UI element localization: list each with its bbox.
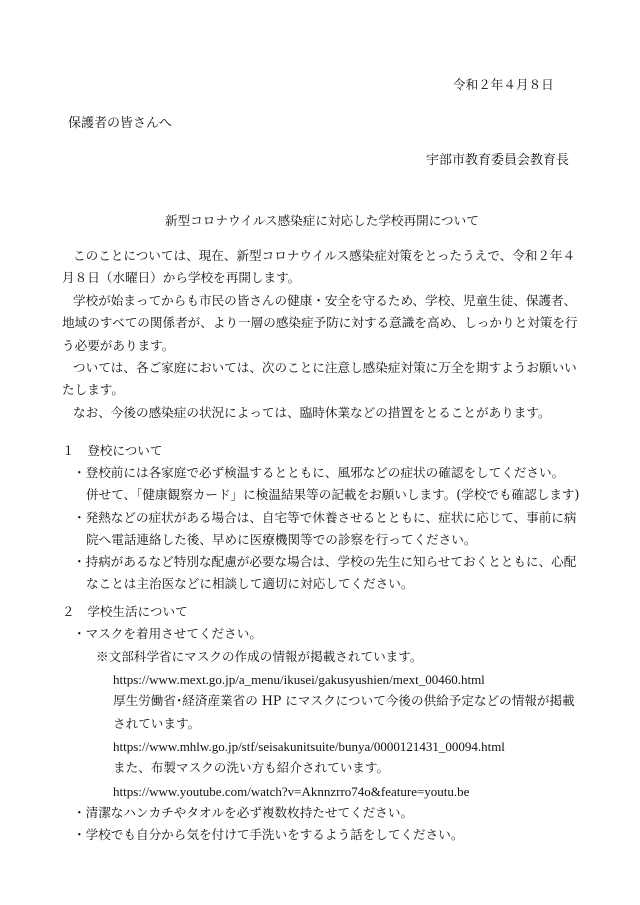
mhlw-url: https://www.mhlw.go.jp/stf/seisakunitsuite/bunya/0000121431_00094.html xyxy=(113,739,505,754)
section-line: ・持病があるなど特別な配慮が必要な場合は、学校の先生に知らせておくとともに、心配 xyxy=(73,554,577,569)
section-line: 院へ電話連絡した後、早めに医療機関等での診察を行ってください。 xyxy=(86,532,477,547)
body-line: 学校が始まってからも市民の皆さんの健康・安全を守るため、学校、児童生徒、保護者、 xyxy=(73,293,577,308)
recipient-line: 保護者の皆さんへ xyxy=(68,116,172,131)
body-line: たします。 xyxy=(62,382,124,397)
body-line: ついては、各ご家庭においては、次のことに注意し感染症対策に万全を期すようお願いい xyxy=(73,360,577,375)
section-line: ・マスクを着用させてください。 xyxy=(73,626,262,641)
youtube-url: https://www.youtube.com/watch?v=Aknnzrro74o&feature=youtu.be xyxy=(113,784,470,799)
body-line: う必要があります。 xyxy=(62,338,175,353)
section-line: また、布製マスクの洗い方も紹介されています。 xyxy=(113,760,390,775)
section-line: ・発熱などの症状がある場合は、自宅等で休養させるとともに、症状に応じて、事前に病 xyxy=(73,510,577,525)
sender-line: 宇部市教育委員会教育長 xyxy=(426,153,570,168)
body-line: 地域のすべての関係者が、より一層の感染症予防に対する意識を高め、しっかりと対策を行 xyxy=(62,315,578,330)
body-line: 月８日（水曜日）から学校を再開します。 xyxy=(62,270,301,285)
section-line: ・登校前には各家庭で必ず検温するとともに、風邪などの症状の確認をしてください。 xyxy=(73,465,565,480)
section-line: されています。 xyxy=(113,716,201,731)
section-line: なことは主治医などに相談して適切に対応してください。 xyxy=(86,576,414,591)
section-line: 併せて、「健康観察カード」に検温結果等の記載をお願いします。(学校でも確認します) xyxy=(86,487,580,502)
document-title: 新型コロナウイルス感染症に対応した学校再開について xyxy=(165,213,479,228)
body-line: なお、今後の感染症の状況によっては、臨時休業などの措置をとることがあります。 xyxy=(73,405,551,420)
body-line: このことについては、現在、新型コロナウイルス感染症対策をとったうえで、令和２年４ xyxy=(73,248,576,263)
section-line: ※文部科学省にマスクの作成の情報が掲載されています。 xyxy=(96,649,423,664)
mext-url: https://www.mext.go.jp/a_menu/ikusei/gakusyushien/mext_00460.html xyxy=(113,672,485,687)
section-line: 厚生労働省･経済産業省の HP にマスクについて今後の供給予定などの情報が掲載 xyxy=(113,693,575,708)
section-line: ・学校でも自分から気を付けて手洗いをするよう話をしてください。 xyxy=(73,827,464,842)
section-line: ・清潔なハンカチやタオルを必ず複数枚持たせてください。 xyxy=(73,805,414,820)
document-date: 令和２年４月８日 xyxy=(453,77,554,92)
section-heading: ２ 学校生活について xyxy=(62,604,188,619)
section-heading: １ 登校について xyxy=(62,443,163,458)
